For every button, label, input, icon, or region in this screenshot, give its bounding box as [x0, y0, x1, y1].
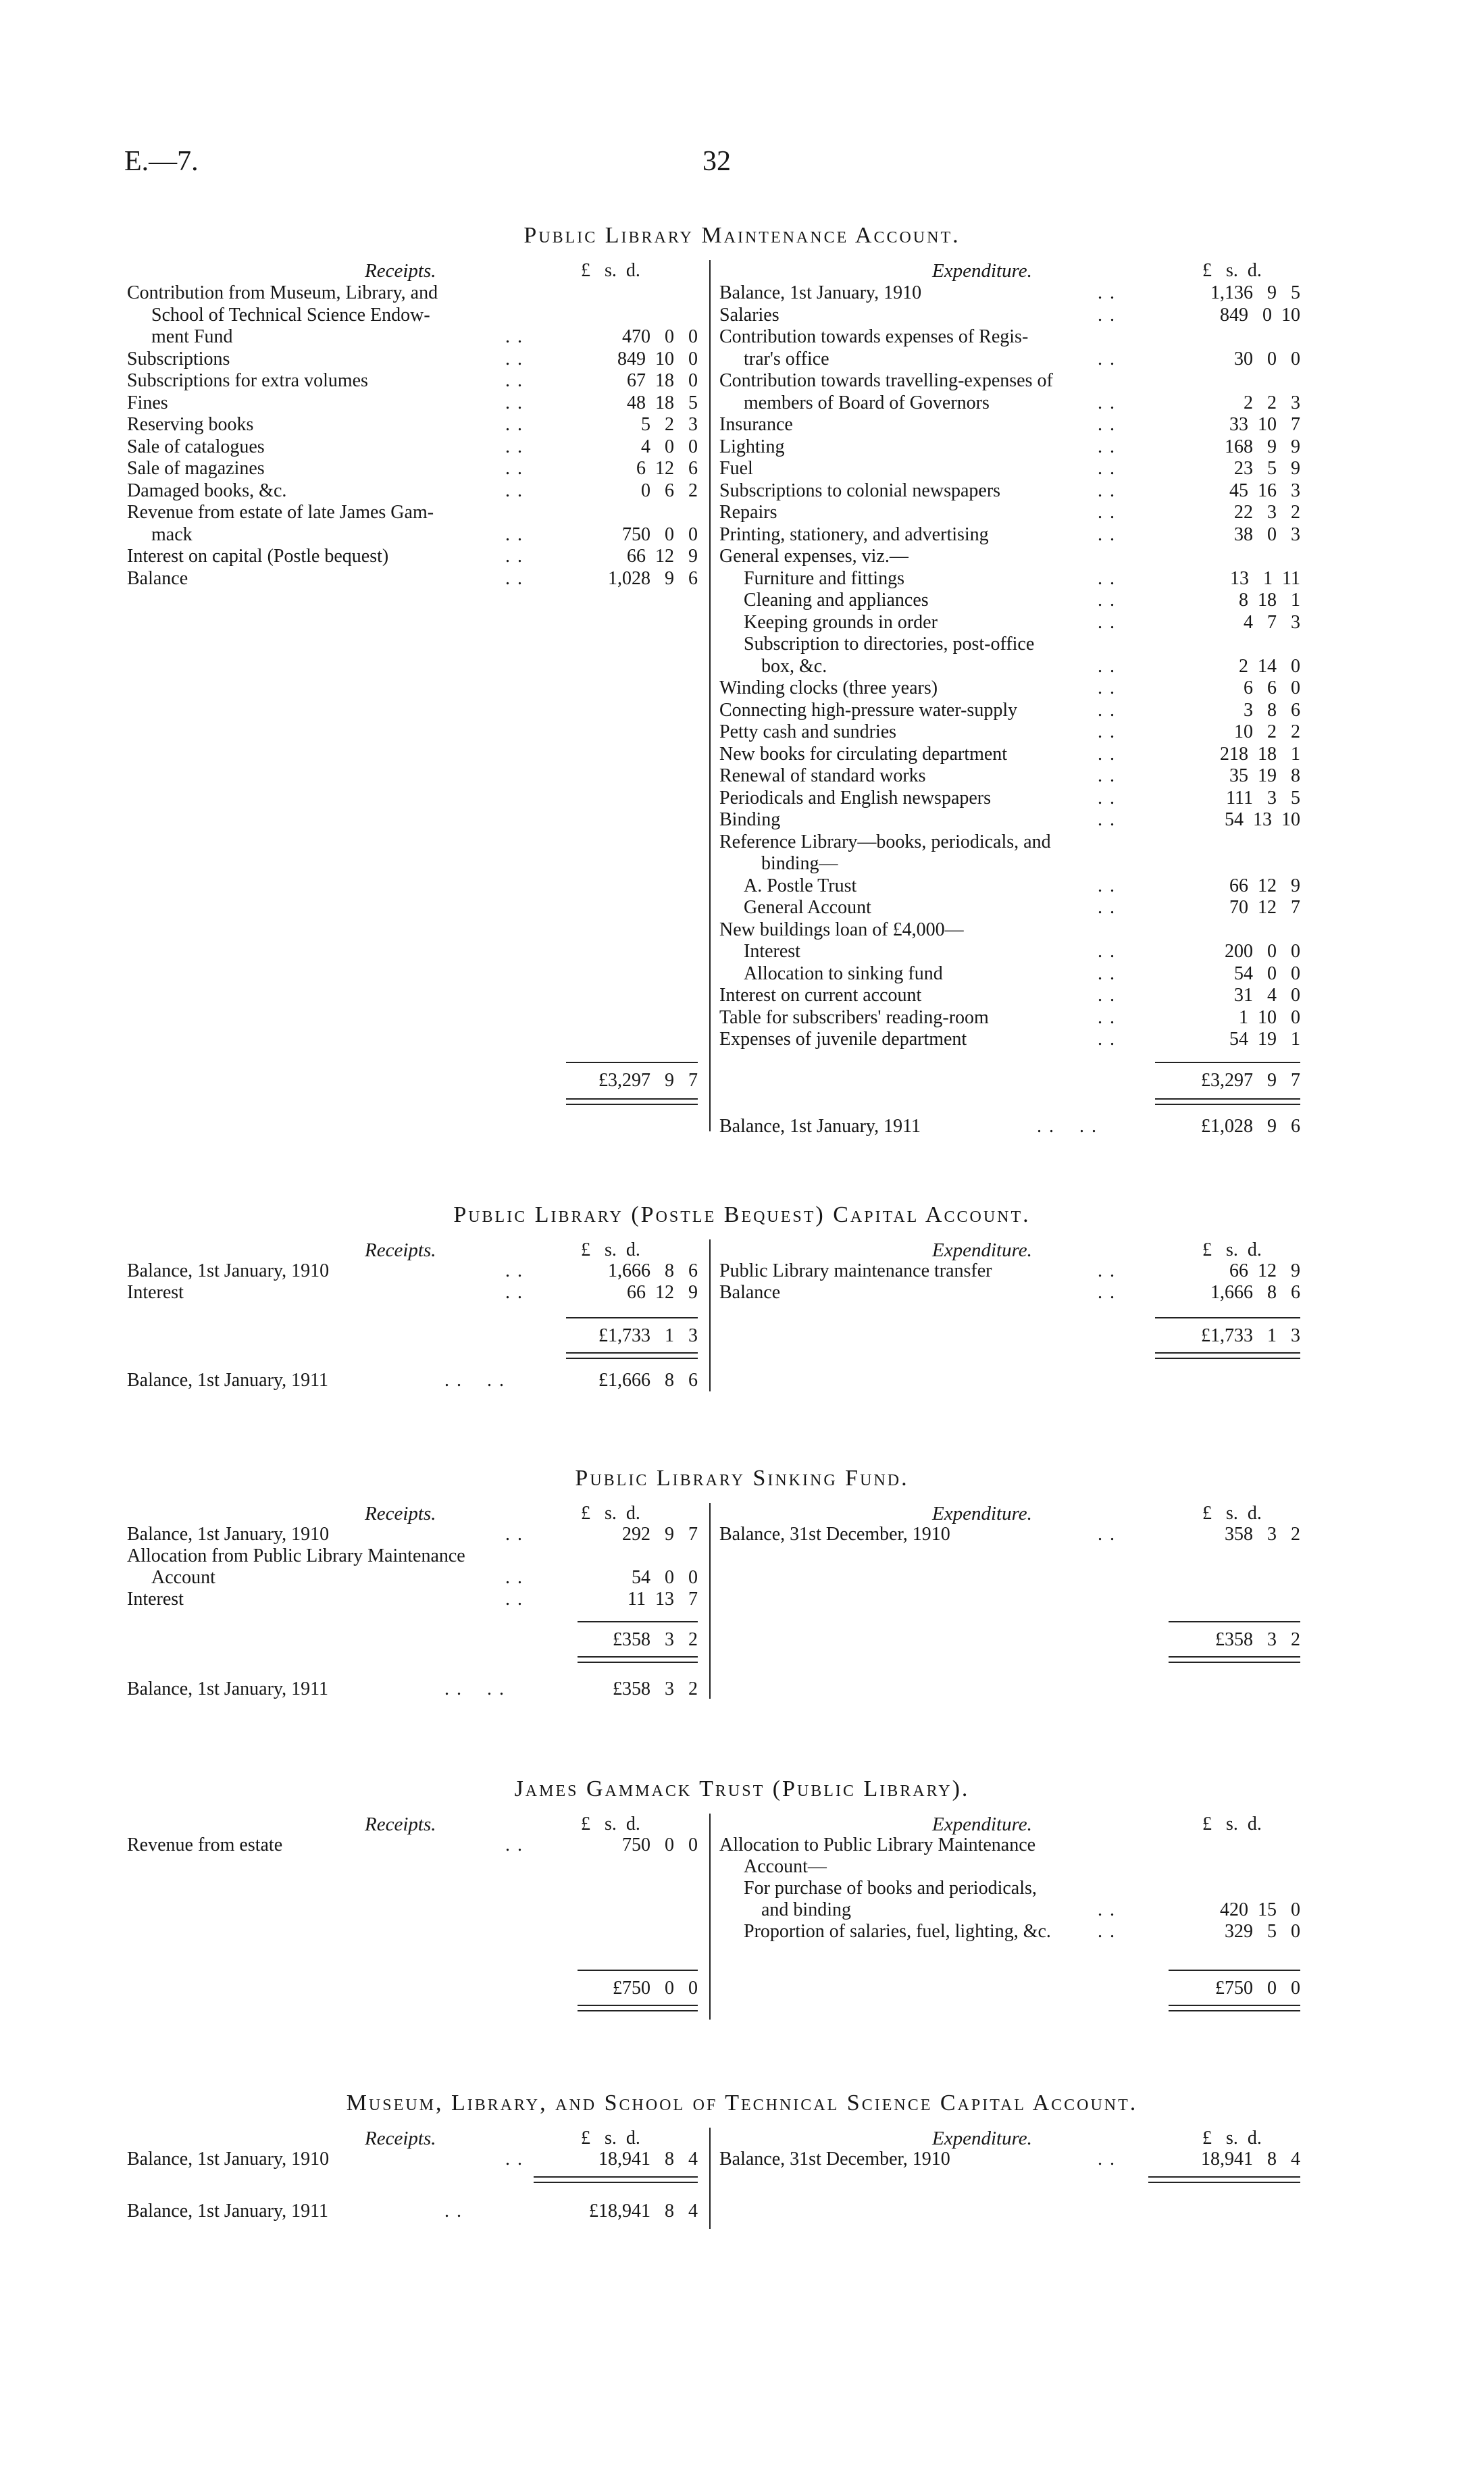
gammack-receipts-head: Receipts. [365, 1814, 436, 1835]
row-label: Printing, stationery, and advertising [719, 523, 989, 545]
row-amount: 4 7 3 [1244, 611, 1300, 633]
row-label: Contribution from Museum, Library, and [127, 282, 438, 303]
double-rule [1169, 2005, 1300, 2011]
row-amount: 111 3 5 [1226, 787, 1300, 809]
row-amount: 30 0 0 [1234, 348, 1300, 369]
account-row: Revenue from estate . . 750 0 0 [127, 1834, 698, 1855]
row-label: Connecting high-pressure water-supply [719, 699, 1018, 721]
row-label: Reserving books [127, 414, 254, 435]
row-label: mack [151, 523, 193, 545]
row-amount: 1 10 0 [1239, 1006, 1300, 1028]
account-row: Interest on current account . . 31 4 0 [719, 985, 1300, 1006]
row-amount: 6 12 6 [636, 458, 698, 479]
sinking-receipts-total: £358 3 2 [613, 1629, 698, 1650]
postle-title: Public Library (Postle Bequest) Capital Account. [453, 1202, 1031, 1227]
account-row [127, 282, 698, 304]
gammack-expenditure-total: £750 0 0 [1215, 1978, 1300, 1999]
account-row: Balance, 1st January, 1910 . . 18,941 8 4 [127, 2149, 698, 2170]
account-row [719, 1878, 1300, 1899]
row-amount: 218 18 1 [1220, 743, 1300, 765]
double-rule [1155, 1098, 1300, 1105]
account-row: New books for circulating department . . 218 18 1 [719, 743, 1300, 765]
row-label: New books for circulating department [719, 743, 1008, 765]
row-label: Furniture and fittings [744, 567, 904, 589]
account-row: Keeping grounds in order . . 4 7 3 [744, 611, 1300, 633]
rule [578, 1621, 698, 1622]
sinking-title: Public Library Sinking Fund. [575, 1466, 909, 1491]
row-label: ment Fund [151, 326, 233, 347]
row-amount: 66 12 9 [627, 546, 698, 567]
account-row: box, &c. . . 2 14 0 [761, 655, 1300, 677]
double-rule [1155, 1352, 1300, 1359]
account-row: Interest . . 200 0 0 [744, 941, 1300, 962]
museum-expenditure-lsd: £ s. d. [1202, 2128, 1262, 2149]
row-amount: 4 0 0 [641, 436, 698, 457]
postle-expenditure-total: £1,733 1 3 [1201, 1325, 1300, 1346]
maintenance-receipts-head: Receipts. [365, 260, 436, 282]
account-row: Balance . . 1,666 8 6 [719, 1282, 1300, 1303]
sinking-expenditure-total: £358 3 2 [1215, 1629, 1300, 1650]
row-label: Sale of catalogues [127, 436, 265, 457]
row-amount: 38 0 3 [1234, 523, 1300, 545]
gammack-receipts-lsd: £ s. d. [581, 1814, 640, 1834]
row-amount: 54 0 0 [1234, 963, 1300, 984]
row-amount: 1,028 9 6 [608, 567, 698, 589]
account-row: Allocation to sinking fund . . 54 0 0 [744, 963, 1300, 984]
page-ref: E.—7. [124, 146, 199, 177]
row-label: Damaged books, &c. [127, 480, 287, 501]
account-row: General Account . . 70 12 7 [744, 897, 1300, 918]
row-amount: 11 13 7 [628, 1589, 698, 1610]
double-rule [1169, 1656, 1300, 1663]
row-amount: 18,941 8 4 [1201, 2149, 1300, 2170]
row-label: Insurance [719, 414, 793, 435]
row-amount: 18,941 8 4 [598, 2149, 698, 2170]
row-amount: 292 9 7 [622, 1524, 698, 1545]
account-row [719, 919, 1300, 941]
row-amount: 33 10 7 [1229, 414, 1300, 435]
row-amount: 66 12 9 [1229, 875, 1300, 896]
account-row: Balance, 1st January, 1910 . . 1,136 9 5 [719, 282, 1300, 303]
account-row: Subscriptions . . 849 10 0 [127, 348, 698, 369]
account-row: Proportion of salaries, fuel, lighting, &c. . . 329 5 0 [744, 1921, 1300, 1942]
row-label: Contribution towards travelling-expenses of [719, 370, 1053, 391]
row-label: Keeping grounds in order [744, 611, 938, 633]
row-label: Reference Library—books, periodicals, and [719, 831, 1051, 852]
row-amount: 6 6 0 [1244, 677, 1300, 698]
account-row [719, 1834, 1300, 1856]
account-row: Repairs . . 22 3 2 [719, 502, 1300, 523]
row-amount: 13 1 11 [1230, 567, 1300, 589]
account-row: A. Postle Trust . . 66 12 9 [744, 875, 1300, 896]
account-row: and binding . . 420 15 0 [761, 1899, 1300, 1920]
row-label: General Account [744, 897, 871, 918]
maintenance-closing: Balance, 1st January, 1911 . . . . £1,028 9 6 [719, 1116, 1300, 1137]
gammack-title: James Gammack Trust (Public Library). [514, 1776, 970, 1801]
postle-receipts-head: Receipts. [365, 1239, 436, 1261]
account-row [127, 305, 698, 326]
account-row: Winding clocks (three years) . . 6 6 0 [719, 677, 1300, 698]
gammack-expenditure-head: Expenditure. [932, 1814, 1032, 1835]
row-label: Repairs [719, 502, 777, 523]
row-amount: 66 12 9 [1229, 1260, 1300, 1281]
row-amount: 70 12 7 [1229, 897, 1300, 918]
row-label: For purchase of books and periodicals, [744, 1878, 1037, 1899]
row-label: General expenses, viz.— [719, 546, 909, 567]
row-amount: 470 0 0 [622, 326, 698, 347]
row-amount: 420 15 0 [1220, 1899, 1300, 1920]
sinking-divider [709, 1503, 711, 1699]
museum-closing: Balance, 1st January, 1911 . . £18,941 8 4 [127, 2201, 698, 2222]
row-label: and binding [761, 1899, 851, 1920]
account-row [719, 326, 1300, 348]
account-row: Expenses of juvenile department . . 54 19 1 [719, 1029, 1300, 1050]
maintenance-expenditure-total: £3,297 9 7 [1201, 1070, 1300, 1091]
row-label: Expenses of juvenile department [719, 1029, 967, 1050]
museum-title: Museum, Library, and School of Technical Science Capital Account. [346, 2090, 1138, 2115]
double-rule [566, 1352, 698, 1359]
museum-expenditure-head: Expenditure. [932, 2128, 1032, 2149]
account-row: Sale of magazines . . 6 12 6 [127, 458, 698, 479]
row-label: Balance [127, 567, 188, 589]
account-row: Binding . . 54 13 10 [719, 809, 1300, 830]
row-amount: 329 5 0 [1225, 1921, 1300, 1942]
postle-divider [709, 1239, 711, 1391]
account-row: Sale of catalogues . . 4 0 0 [127, 436, 698, 457]
row-amount: 750 0 0 [622, 523, 698, 545]
row-label: Account [151, 1567, 215, 1588]
account-row: Lighting . . 168 9 9 [719, 436, 1300, 457]
postle-receipts-lsd: £ s. d. [581, 1239, 640, 1260]
postle-receipts-total: £1,733 1 3 [598, 1325, 698, 1346]
sinking-expenditure-lsd: £ s. d. [1202, 1503, 1262, 1524]
row-amount: 1,666 8 6 [608, 1260, 698, 1281]
double-rule [566, 1098, 698, 1105]
row-amount: 750 0 0 [622, 1834, 698, 1855]
row-amount: 54 13 10 [1225, 809, 1300, 830]
row-amount: 1,666 8 6 [1210, 1282, 1300, 1303]
double-rule [578, 2005, 698, 2011]
rule [1169, 1970, 1300, 1971]
row-label: Interest on current account [719, 985, 922, 1006]
row-label: Interest [744, 941, 800, 962]
account-row: Subscriptions to colonial newspapers . . 45 16 3 [719, 480, 1300, 501]
row-amount: 23 5 9 [1234, 458, 1300, 479]
row-label: Subscription to directories, post-office [744, 634, 1035, 655]
row-label: Interest [127, 1282, 184, 1303]
page-number: 32 [702, 146, 731, 177]
row-label: Balance, 31st December, 1910 [719, 2149, 950, 2170]
gammack-expenditure-lsd: £ s. d. [1202, 1814, 1262, 1834]
row-label: Balance, 31st December, 1910 [719, 1524, 950, 1545]
double-rule [534, 2176, 698, 2183]
account-row: Cleaning and appliances . . 8 18 1 [744, 590, 1300, 611]
account-row [719, 1856, 1300, 1878]
account-row: Fuel . . 23 5 9 [719, 458, 1300, 479]
account-row: members of Board of Governors . . 2 2 3 [744, 392, 1300, 413]
account-row: Furniture and fittings . . 13 1 11 [744, 567, 1300, 589]
row-amount: 849 10 0 [617, 348, 698, 369]
row-label: members of Board of Governors [744, 392, 990, 413]
row-label: Interest [127, 1589, 184, 1610]
row-amount: 5 2 3 [641, 414, 698, 435]
museum-receipts-lsd: £ s. d. [581, 2128, 640, 2149]
account-row [719, 853, 1300, 875]
row-label: Balance, 1st January, 1910 [127, 2149, 330, 2170]
maintenance-expenditure-head: Expenditure. [932, 260, 1032, 282]
maintenance-title: Public Library Maintenance Account. [523, 223, 961, 248]
double-rule [578, 1656, 698, 1663]
row-label: A. Postle Trust [744, 875, 857, 896]
row-label: Revenue from estate [127, 1834, 283, 1855]
postle-closing: Balance, 1st January, 1911 . . . . £1,666 8 6 [127, 1370, 698, 1391]
rule [566, 1062, 698, 1063]
rule [566, 1317, 698, 1318]
account-row: Balance, 1st January, 1910 . . 1,666 8 6 [127, 1260, 698, 1281]
row-amount: 45 16 3 [1229, 480, 1300, 501]
row-label: Fuel [719, 458, 753, 479]
row-label: Revenue from estate of late James Gam- [127, 502, 434, 523]
sinking-closing: Balance, 1st January, 1911 . . . . £358 3 2 [127, 1678, 698, 1699]
maintenance-expenditure-lsd: £ s. d. [1202, 260, 1262, 281]
account-row [719, 546, 1300, 567]
row-label: Subscriptions [127, 348, 230, 369]
row-amount: 31 4 0 [1234, 985, 1300, 1006]
row-label: Binding [719, 809, 781, 830]
row-amount: 3 8 6 [1244, 699, 1300, 721]
row-label: Lighting [719, 436, 785, 457]
account-row [719, 370, 1300, 392]
row-label: Salaries [719, 304, 779, 326]
row-amount: 67 18 0 [627, 370, 698, 391]
account-row: Account . . 54 0 0 [151, 1567, 698, 1588]
row-label: Balance, 1st January, 1910 [127, 1524, 330, 1545]
account-row: ment Fund . . 470 0 0 [151, 326, 698, 347]
row-label: Allocation to sinking fund [744, 963, 943, 984]
account-row: Salaries . . 849 0 10 [719, 304, 1300, 326]
row-amount: 1,136 9 5 [1210, 282, 1300, 303]
account-row: Subscriptions for extra volumes . . 67 18 0 [127, 370, 698, 391]
postle-expenditure-head: Expenditure. [932, 1239, 1032, 1261]
row-label: Allocation from Public Library Maintenance [127, 1545, 465, 1566]
account-row [127, 502, 698, 523]
row-label: Cleaning and appliances [744, 590, 929, 611]
row-amount: 849 0 10 [1220, 304, 1300, 326]
row-amount: 48 18 5 [627, 392, 698, 413]
row-label: Renewal of standard works [719, 765, 926, 786]
row-amount: 0 6 2 [641, 480, 698, 501]
account-row: Balance, 31st December, 1910 . . 358 3 2 [719, 1524, 1300, 1545]
row-label: Balance, 1st January, 1910 [127, 1260, 330, 1281]
row-label: Contribution towards expenses of Regis- [719, 326, 1029, 347]
row-amount: 35 19 8 [1229, 765, 1300, 786]
maintenance-divider [709, 260, 711, 1131]
row-amount: 200 0 0 [1225, 941, 1300, 962]
account-row: Renewal of standard works . . 35 19 8 [719, 765, 1300, 786]
account-row: Insurance . . 33 10 7 [719, 414, 1300, 435]
account-row: Balance, 31st December, 1910 . . 18,941 8 4 [719, 2149, 1300, 2170]
row-amount: 10 2 2 [1234, 721, 1300, 742]
row-amount: 358 3 2 [1225, 1524, 1300, 1545]
row-amount: 8 18 1 [1239, 590, 1300, 611]
row-amount: 54 19 1 [1229, 1029, 1300, 1050]
account-row: Interest on capital (Postle bequest) . . 66 12 9 [127, 546, 698, 567]
account-row: trar's office . . 30 0 0 [744, 348, 1300, 369]
row-label: New buildings loan of £4,000— [719, 919, 964, 940]
row-label: Subscriptions to colonial newspapers [719, 480, 1001, 501]
account-row: Interest . . 66 12 9 [127, 1282, 698, 1303]
row-amount: 66 12 9 [627, 1282, 698, 1303]
account-row: Periodicals and English newspapers . . 111 3 5 [719, 787, 1300, 809]
row-label: Balance, 1st January, 1910 [719, 282, 922, 303]
account-row: Table for subscribers' reading-room . . 1 10 0 [719, 1006, 1300, 1028]
sinking-receipts-head: Receipts. [365, 1503, 436, 1524]
account-row: Public Library maintenance transfer . . 66 12 9 [719, 1260, 1300, 1281]
row-label: Public Library maintenance transfer [719, 1260, 992, 1281]
row-label: Table for subscribers' reading-room [719, 1006, 989, 1028]
row-label: trar's office [744, 348, 829, 369]
row-label: Interest on capital (Postle bequest) [127, 546, 389, 567]
postle-expenditure-lsd: £ s. d. [1202, 1239, 1262, 1260]
sinking-expenditure-head: Expenditure. [932, 1503, 1032, 1524]
row-amount: 2 2 3 [1244, 392, 1300, 413]
rule [578, 1970, 698, 1971]
account-row: Reserving books . . 5 2 3 [127, 414, 698, 435]
row-label: Fines [127, 392, 168, 413]
maintenance-receipts-total: £3,297 9 7 [598, 1070, 698, 1091]
row-label: Sale of magazines [127, 458, 265, 479]
row-label: binding— [761, 853, 838, 874]
double-rule [1148, 2176, 1300, 2183]
account-row: Fines . . 48 18 5 [127, 392, 698, 413]
row-label: Periodicals and English newspapers [719, 787, 992, 809]
museum-receipts-head: Receipts. [365, 2128, 436, 2149]
account-row [719, 831, 1300, 853]
account-row: Petty cash and sundries . . 10 2 2 [719, 721, 1300, 742]
maintenance-receipts-lsd: £ s. d. [581, 260, 640, 281]
row-amount: 2 14 0 [1239, 655, 1300, 677]
row-label: box, &c. [761, 655, 827, 677]
row-label: Proportion of salaries, fuel, lighting, &c. [744, 1921, 1051, 1942]
account-row: Connecting high-pressure water-supply . . 3 8 6 [719, 699, 1300, 721]
row-label: Allocation to Public Library Maintenance [719, 1834, 1036, 1855]
account-row: Balance, 1st January, 1910 . . 292 9 7 [127, 1524, 698, 1545]
rule [1155, 1062, 1300, 1063]
museum-divider [709, 2128, 711, 2229]
row-label: Winding clocks (three years) [719, 677, 938, 698]
account-row [719, 634, 1300, 655]
row-label: Account— [744, 1856, 827, 1877]
row-label: Petty cash and sundries [719, 721, 897, 742]
account-row: Damaged books, &c. . . 0 6 2 [127, 480, 698, 501]
account-row: Balance . . 1,028 9 6 [127, 567, 698, 589]
gammack-receipts-total: £750 0 0 [613, 1978, 698, 1999]
account-row: Interest . . 11 13 7 [127, 1589, 698, 1610]
sinking-receipts-lsd: £ s. d. [581, 1503, 640, 1524]
row-amount: 54 0 0 [632, 1567, 698, 1588]
gammack-divider [709, 1814, 711, 2020]
rule [1169, 1621, 1300, 1622]
row-amount: 22 3 2 [1234, 502, 1300, 523]
row-label: Balance [719, 1282, 781, 1303]
account-row: Printing, stationery, and advertising . . 38 0 3 [719, 523, 1300, 545]
row-label: Subscriptions for extra volumes [127, 370, 368, 391]
rule [1155, 1317, 1300, 1318]
account-row [127, 1545, 698, 1567]
row-amount: 168 9 9 [1225, 436, 1300, 457]
row-label: School of Technical Science Endow- [151, 304, 430, 326]
account-row: mack . . 750 0 0 [151, 523, 698, 545]
